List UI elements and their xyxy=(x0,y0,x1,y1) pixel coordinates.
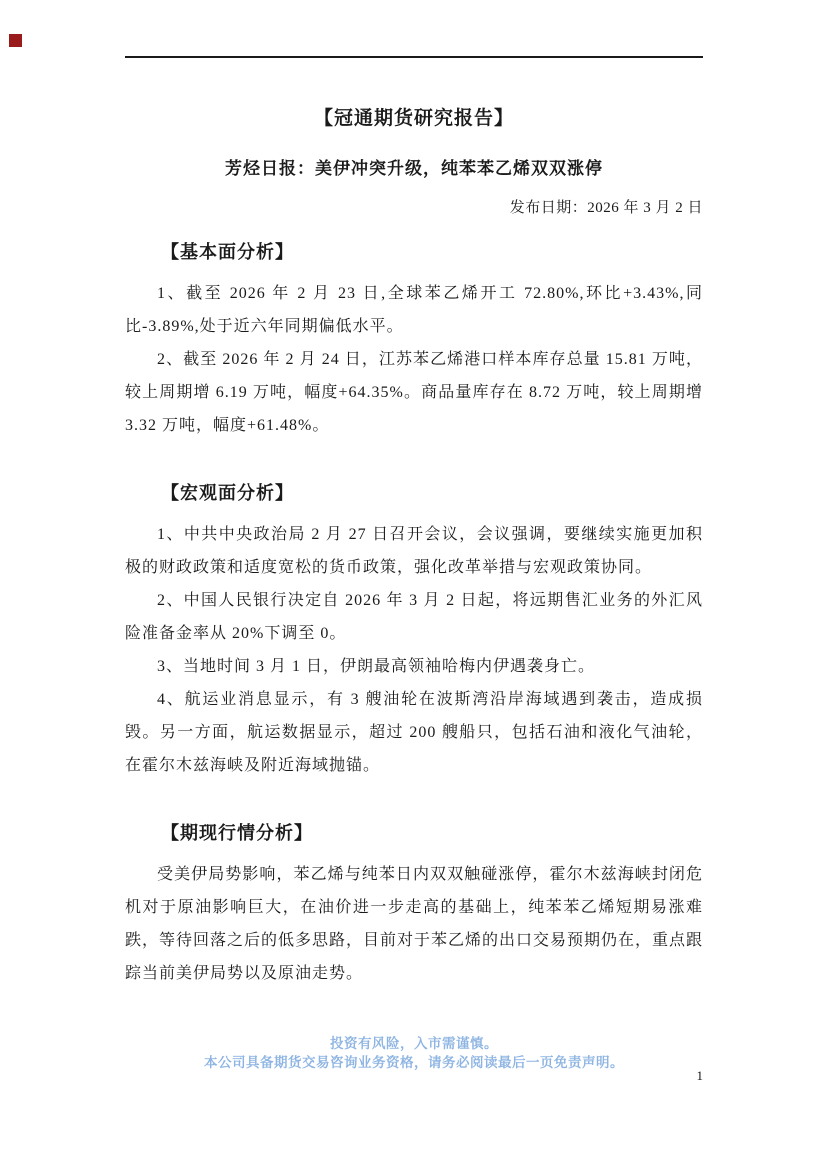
page-number: 1 xyxy=(696,1068,703,1083)
paragraph-fundamentals-1: 1、截至 2026 年 2 月 23 日,全球苯乙烯开工 72.80%,环比+3.43%,同比-3.89%,处于近六年同期偏低水平。 xyxy=(125,285,703,335)
paragraph-macro-3: 3、当地时间 3 月 1 日，伊朗最高领袖哈梅内伊遇袭身亡。 xyxy=(157,658,596,675)
paragraph-fundamentals-2: 2、截至 2026 年 2 月 24 日，江苏苯乙烯港口样本库存总量 15.81 万吨，较上周期增 6.19 万吨，幅度+64.35%。商品量库存在 8.72 万吨，较上周期增 3.32 万吨，幅度+61.48%。 xyxy=(125,351,703,434)
publish-date: 发布日期：2026 年 3 月 2 日 xyxy=(509,200,703,216)
paragraph-market-1: 受美伊局势影响，苯乙烯与纯苯日内双双触碰涨停，霍尔木兹海峡封闭危机对于原油影响巨大，在油价进一步走高的基础上，纯苯苯乙烯短期易涨难跌，等待回落之后的低多思路，目前对于苯乙烯的出口交易预期仍在，重点跟踪当前美伊局势以及原油走势。 xyxy=(125,866,704,982)
report-body xyxy=(125,58,703,990)
paragraph-macro-1: 1、中共中央政治局 2 月 27 日召开会议，会议强调，要继续实施更加积极的财政政策和适度宽松的货币政策，强化改革举措与宏观政策协同。 xyxy=(125,526,703,576)
section-heading-fundamentals: 【基本面分析】 xyxy=(161,242,294,262)
paragraph-macro-2: 2、中国人民银行决定自 2026 年 3 月 2 日起，将远期售汇业务的外汇风险准备金率从 20%下调至 0。 xyxy=(125,592,703,642)
report-title: 【冠通期货研究报告】 xyxy=(313,108,514,129)
section-heading-market: 【期现行情分析】 xyxy=(161,823,313,843)
report-subtitle: 芳烃日报：美伊冲突升级，纯苯苯乙烯双双涨停 xyxy=(225,159,603,178)
logo-red-square xyxy=(9,34,22,47)
section-heading-macro: 【宏观面分析】 xyxy=(161,483,294,503)
paragraph-macro-4: 4、航运业消息显示，有 3 艘油轮在波斯湾沿岸海域遇到袭击，造成损毁。另一方面，航运数据显示，超过 200 艘船只，包括石油和液化气油轮，在霍尔木兹海峡及附近海域抛锚。 xyxy=(125,691,703,774)
disclaimer-line-1: 投资有风险，入市需谨慎。 xyxy=(330,1036,498,1051)
disclaimer-line-2: 本公司具备期货交易咨询业务资格，请务必阅读最后一页免责声明。 xyxy=(204,1055,624,1070)
footer-disclaimer xyxy=(125,1034,703,1072)
